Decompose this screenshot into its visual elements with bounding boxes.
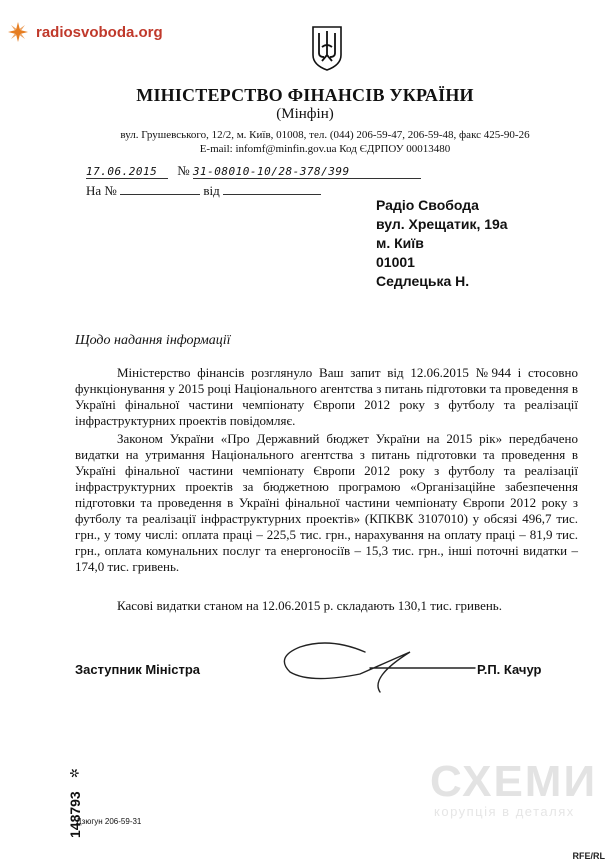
registration-number-label: № <box>177 163 190 178</box>
ukraine-trident-icon <box>310 25 344 71</box>
radiosvoboda-mark-icon <box>6 20 30 44</box>
registration-number: 31-08010-10/28-378/399 <box>193 165 421 179</box>
schemy-watermark-title: СХЕМИ <box>430 757 598 806</box>
stamp-number-text: 148793 <box>67 791 83 838</box>
registration-line <box>86 163 421 179</box>
recipient-block <box>376 196 508 291</box>
body-paragraph: Законом України «Про Державний бюджет України на 2015 рік» передбачено видатки на утримання Національного агентства з питань підготовки та проведення в Україні фінальної частини чемпіонату Європи 2012 року з футболу та реалізації інфраструктурних проектів за бюджетною програмою «Організаційне забезпечення підготовки та проведення в Україні фінальної частини чемпіонату Європи 2012 року з футболу та реалізації інфраструктурних проектів» (КПКВК 3107010) у обсязі 496,7 тис. грн., у тому числі: оплата праці – 225,5 тис. грн., нарахування на оплату праці – 81,9 тис. грн., оплата комунальних послуг та енергоносіїв – 15,3 тис. грн., інші поточні видатки – 174,0 тис. гривень. <box>75 431 578 574</box>
stamp-asterisk-icon: ✲ <box>67 768 81 779</box>
ministry-title: МІНІСТЕРСТВО ФІНАНСІВ УКРАЇНИ <box>136 85 474 105</box>
radiosvoboda-logo <box>6 20 163 44</box>
handwritten-signature <box>270 622 490 702</box>
recipient-line: Седлецька Н. <box>376 273 470 289</box>
body-paragraph: Касові видатки станом на 12.06.2015 р. складають 130,1 тис. гривень. <box>117 598 502 613</box>
schemy-watermark <box>430 757 598 819</box>
recipient-line: м. Київ <box>376 235 424 251</box>
letter-subject: Щодо надання інформації <box>75 333 231 348</box>
contact-address: вул. Грушевського, 12/2, м. Київ, 01008, тел. (044) 206-59-47, 206-59-48, факс 425-90-26 <box>120 129 530 141</box>
reply-label: На № <box>86 183 117 198</box>
body-paragraph: Міністерство фінансів розглянуло Ваш запит від 12.06.2015 №944 і стосовно функціонування у 2015 році Національного агентства з питань підготовки та проведення в Україні фінальної частини чемпіонату Європи 2012 року з футболу та реалізації інфраструктурних проектів повідомляє. <box>75 365 578 428</box>
registration-date: 17.06.2015 <box>86 165 168 179</box>
rferl-credit: RFE/RL <box>572 851 605 861</box>
reply-reference-line <box>86 183 321 199</box>
executor-note: Дзюгун 206-59-31 <box>76 817 142 826</box>
schemy-watermark-tagline: корупція в деталях <box>434 804 575 819</box>
document-stamp-number <box>56 760 116 840</box>
recipient-line: 01001 <box>376 254 415 270</box>
reply-date-blank <box>223 194 321 195</box>
contact-email: E-mail: infomf@minfin.gov.ua Код ЄДРПОУ 00013480 <box>199 143 451 155</box>
radiosvoboda-logo-text: radiosvoboda.org <box>36 23 163 41</box>
from-label: від <box>203 183 220 198</box>
recipient-line: Радіо Свобода <box>376 197 479 213</box>
signer-title: Заступник Міністра <box>75 662 201 677</box>
ministry-short-name: (Мінфін) <box>276 106 334 122</box>
reply-number-blank <box>120 194 200 195</box>
signer-name: Р.П. Качур <box>477 662 542 677</box>
recipient-line: вул. Хрещатик, 19а <box>376 216 508 232</box>
